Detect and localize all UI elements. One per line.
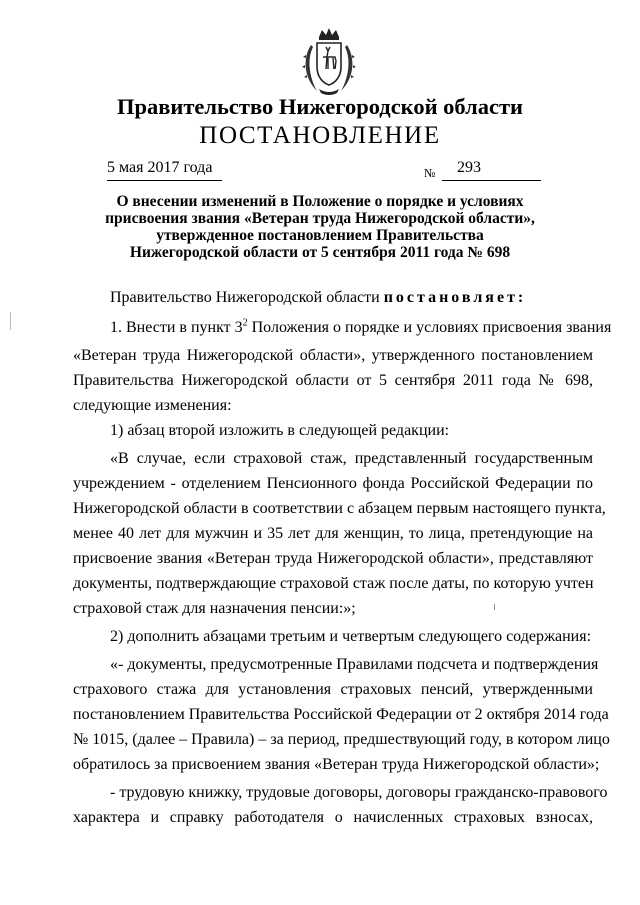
body-line: Нижегородской области в соответствии с абзацем первым настоящего пункта, [73, 500, 606, 517]
body-line: «В случае, если страховой стаж, представленный государственным [110, 450, 593, 467]
body-line: характера и справку работодателя о начисленных страховых взносах, [73, 809, 593, 826]
body-line: страховой стаж для назначения пенсии:»; [73, 600, 356, 617]
body-line: документы, подтверждающие страховой стаж после даты, по которую учтен [73, 575, 594, 592]
body-line: обратилось за присвоением звания «Ветеран труда Нижегородской области»; [73, 756, 600, 773]
intro-paragraph [110, 288, 526, 308]
item-1-rest: Положения о порядке и условиях присвоения звания [247, 319, 612, 336]
subject-line: утвержденное постановлением Правительства [156, 227, 484, 244]
body-line: 1) абзац второй изложить в следующей редакции: [110, 422, 450, 439]
number-underline [442, 180, 541, 181]
item-1-superscript: 2 [242, 317, 248, 329]
body-line: присвоение звания «Ветеран труда Нижегородской области», представляют [73, 550, 593, 567]
body-line: - трудовую книжку, трудовые договоры, договоры гражданско-правового [110, 784, 608, 801]
subject-line: присвоения звания «Ветеран труда Нижегородской области», [105, 210, 535, 227]
document-type-heading: ПОСТАНОВЛЕНИЕ [199, 122, 441, 149]
document-number: 293 [457, 159, 481, 176]
government-title: Правительство Нижегородской области [116, 94, 524, 119]
intro-verb: постановляет: [383, 289, 527, 306]
item-1-first-line [110, 318, 611, 338]
body-line: следующие изменения: [73, 397, 232, 414]
intro-text: Правительство Нижегородской области [110, 289, 384, 306]
body-line: Правительства Нижегородской области от 5 сентября 2011 года № 698, [73, 372, 593, 389]
scan-artifact [494, 604, 495, 610]
body-line: «- документы, предусмотренные Правилами подсчета и подтверждения [110, 656, 599, 673]
coat-of-arms-emblem [297, 27, 361, 97]
date-underline [107, 180, 222, 181]
subject-line: О внесении изменений в Положение о порядке и условиях [116, 193, 524, 210]
document-subject [0, 193, 640, 261]
body-line: «Ветеран труда Нижегородской области», утвержденного постановлением [73, 347, 593, 364]
document-date: 5 мая 2017 года [107, 159, 213, 176]
body-line: 2) дополнить абзацами третьим и четвертым следующего содержания: [110, 628, 592, 645]
body-line: № 1015, (далее – Правила) – за период, предшествующий году, в котором лицо [73, 731, 610, 748]
body-line: учреждением - отделением Пенсионного фонда Российской Федерации по [73, 475, 593, 492]
body-line: менее 40 лет для мужчин и 35 лет для женщин, то лица, претендующие на [73, 525, 593, 542]
subject-line: Нижегородской области от 5 сентября 2011 года № 698 [129, 244, 511, 261]
number-sign: № [424, 166, 436, 180]
body-line: постановлением Правительства Российской Федерации от 2 октября 2014 года [73, 706, 609, 723]
item-1-start: 1. Внести в пункт 3 [110, 319, 243, 336]
body-line: страхового стажа для установления страховых пенсий, утвержденными [73, 681, 593, 698]
scan-artifact [10, 312, 11, 330]
